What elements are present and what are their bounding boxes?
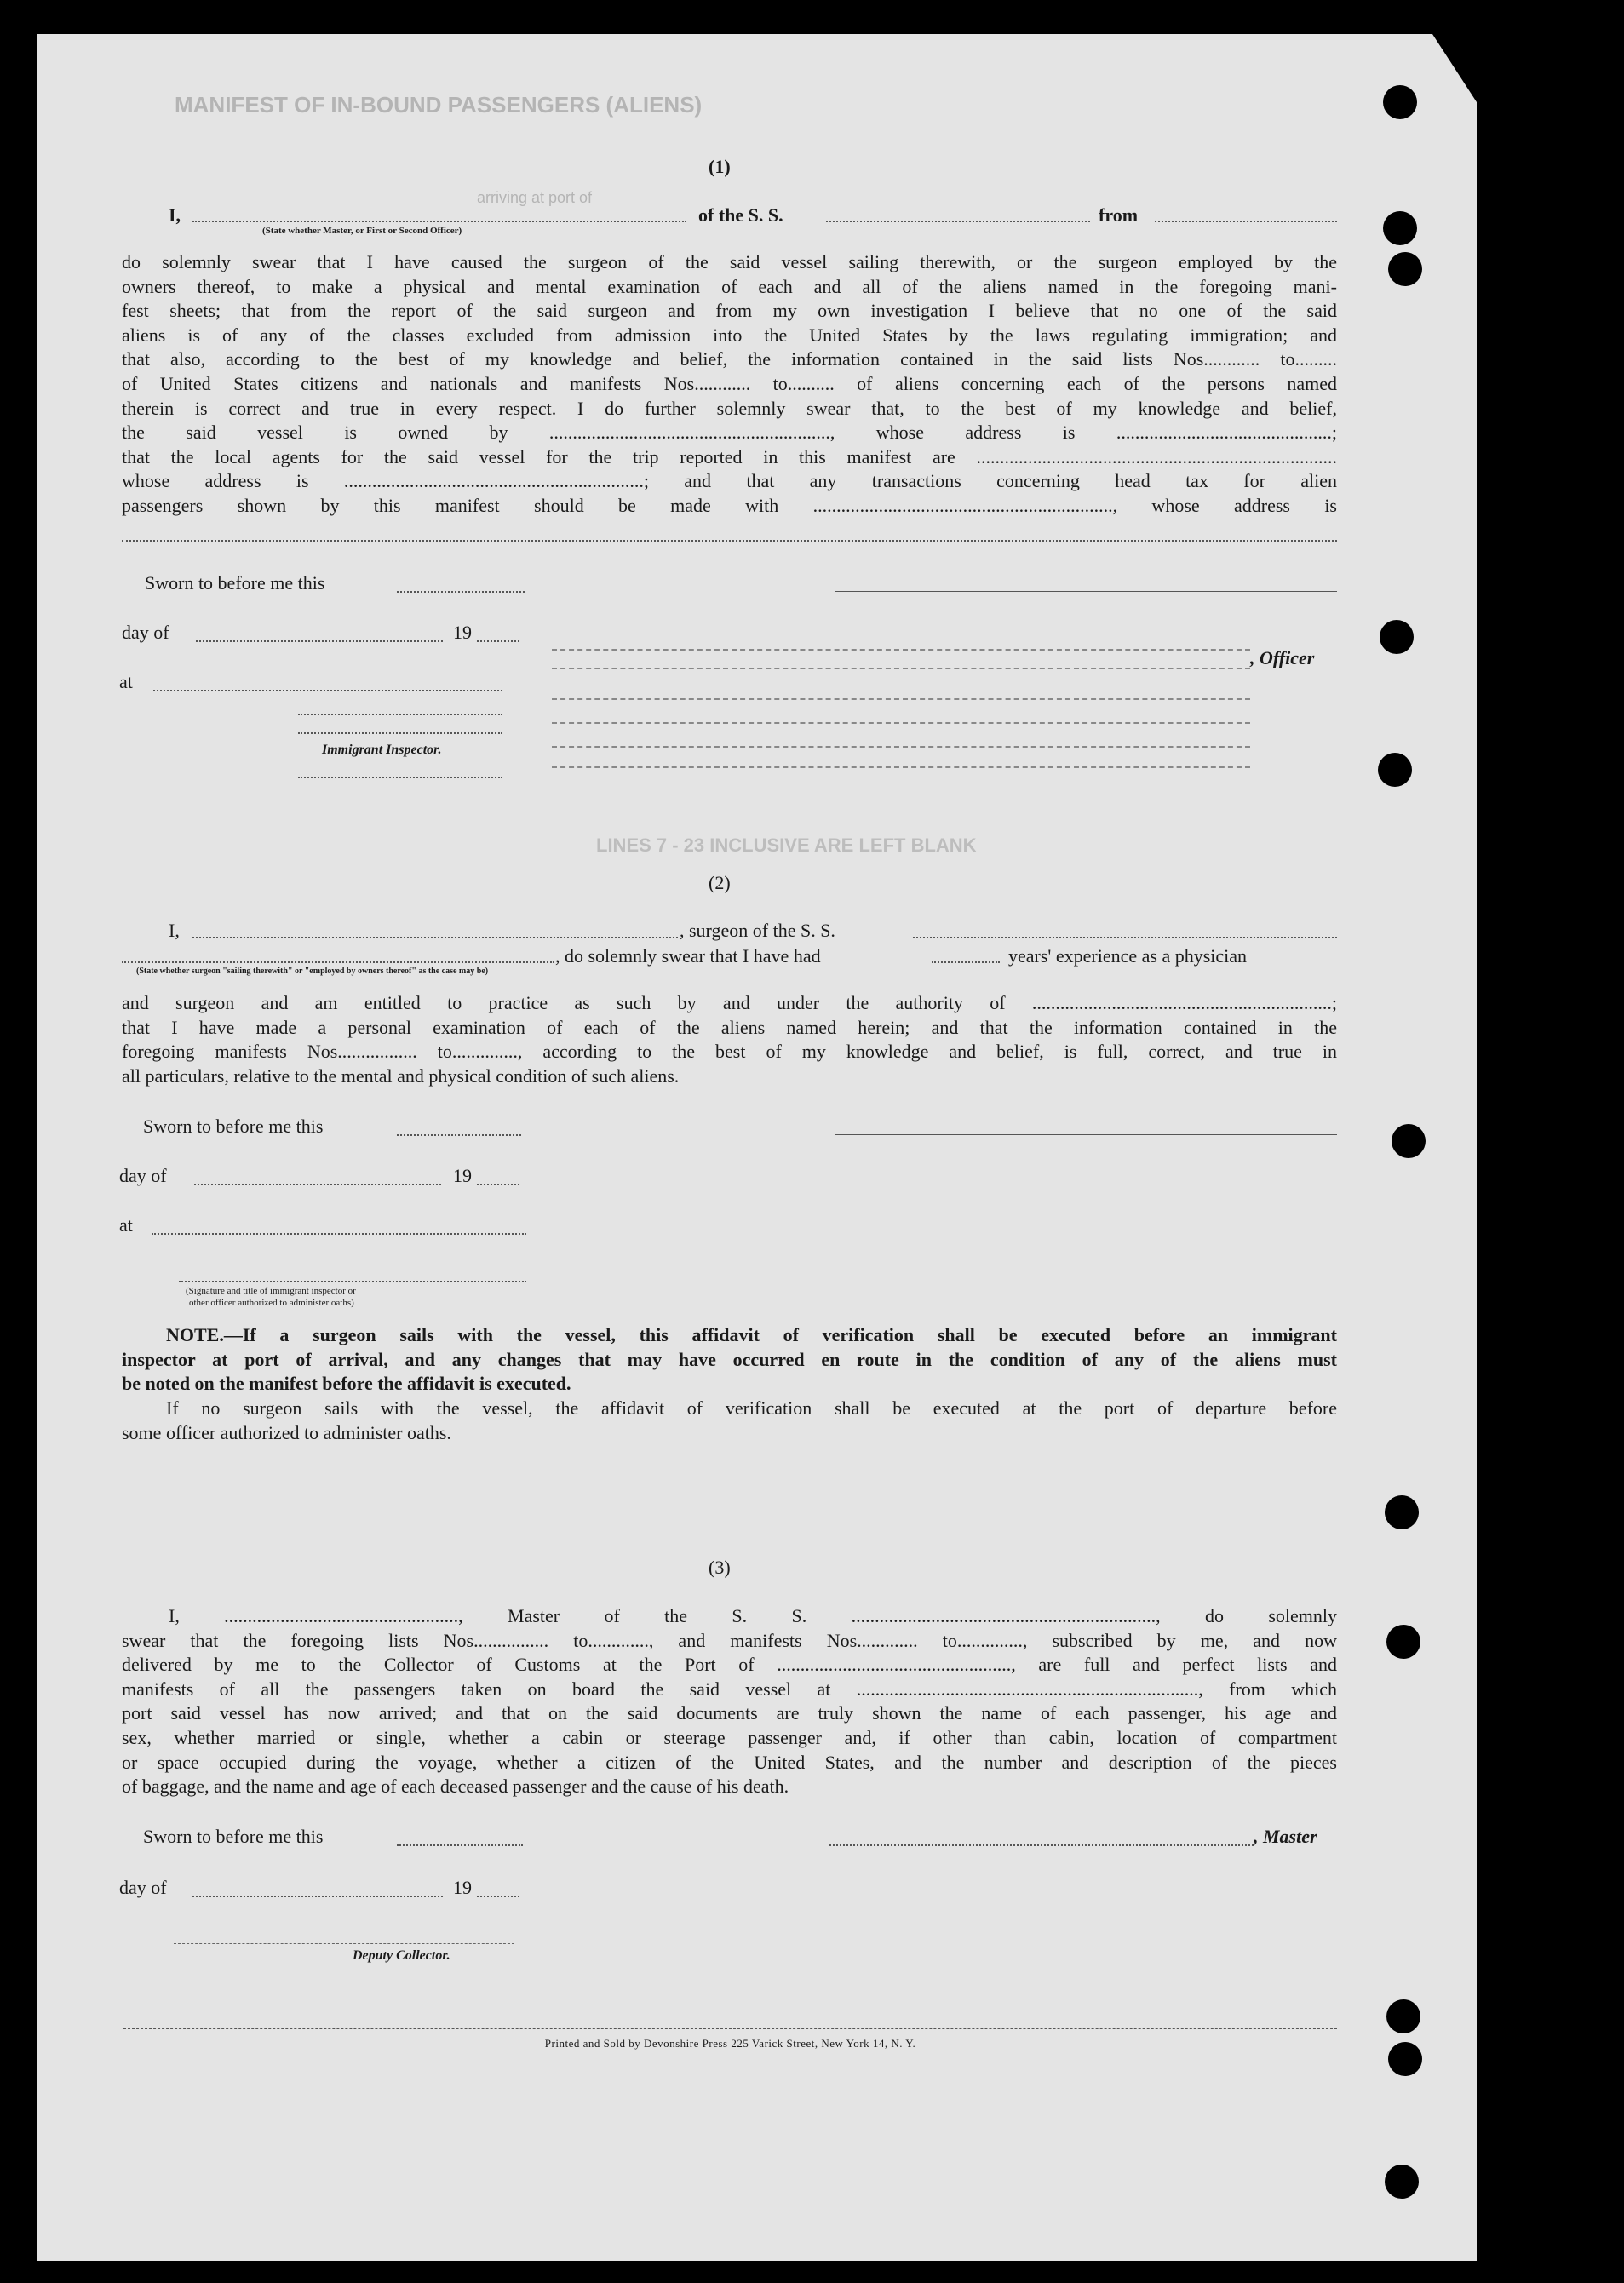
note-master: (State whether Master, or First or Second Officer) xyxy=(262,226,462,236)
sworn-label-2: Sworn to before me this xyxy=(143,1116,324,1137)
sworn-date-field-2[interactable] xyxy=(397,1134,521,1136)
officer-line-1 xyxy=(552,649,1250,651)
inspector-line-b[interactable] xyxy=(298,732,502,734)
year-label-2: 19 xyxy=(453,1165,472,1186)
from-label: from xyxy=(1099,204,1139,226)
deputy-signature-line[interactable] xyxy=(174,1943,514,1944)
officer-signature-line[interactable] xyxy=(835,591,1337,592)
day-field-2[interactable] xyxy=(194,1184,441,1185)
punch-hole xyxy=(1386,1999,1420,2033)
deputy-collector-label: Deputy Collector. xyxy=(353,1948,450,1963)
address-continuation-field[interactable] xyxy=(122,540,1337,542)
punch-hole xyxy=(1388,252,1422,286)
punch-hole xyxy=(1386,1625,1420,1659)
year-field-2[interactable] xyxy=(477,1184,519,1185)
punch-hole xyxy=(1378,753,1412,787)
line-i-2: I, xyxy=(169,920,180,941)
at-label-2: at xyxy=(119,1214,133,1236)
immigrant-inspector-label: Immigrant Inspector. xyxy=(322,743,442,757)
sig-note-1: (Signature and title of immigrant inspector or xyxy=(186,1286,356,1296)
day-field-1[interactable] xyxy=(196,640,443,642)
day-of-label-3: day of xyxy=(119,1877,167,1898)
officer-line-3 xyxy=(552,698,1250,700)
note-surgeon: (State whether surgeon "sailing therewith" or "employed by owners thereof" as the case may be) xyxy=(136,967,489,976)
inspector-line-c[interactable] xyxy=(298,777,502,778)
section-3-number: (3) xyxy=(709,1557,731,1578)
swear-label: , do solemnly swear that I have had xyxy=(555,945,821,967)
year-field-1[interactable] xyxy=(477,640,519,642)
footer-rule xyxy=(123,2028,1337,2029)
surgeon-status-field[interactable] xyxy=(122,961,554,963)
day-of-label-1: day of xyxy=(122,622,169,643)
line-i: I, xyxy=(169,204,181,226)
officer-line-2 xyxy=(552,668,1250,669)
section-2-declaration: and surgeon and am entitled to practice as such by and under the authority of ................................................................; that I have made a personal examination of each of the aliens named herein; and that the information contained in the foregoing manifests Nos................. to.............., according to the best of my knowledge and belief, is full, correct, and true in all particulars, relative to the mental and physical condition of such aliens. xyxy=(122,992,1337,1087)
officer-label: , Officer xyxy=(1250,647,1315,668)
sworn-date-field-3[interactable] xyxy=(397,1844,523,1846)
punch-hole xyxy=(1383,85,1417,119)
day-field-3[interactable] xyxy=(192,1896,443,1897)
years-field[interactable] xyxy=(932,961,1000,963)
surgeon-of-label: , surgeon of the S. S. xyxy=(680,920,835,941)
officer-line-4 xyxy=(552,722,1250,724)
surgeon-name-field[interactable] xyxy=(192,937,678,938)
year-label-1: 19 xyxy=(453,622,472,643)
at-label-1: at xyxy=(119,671,133,692)
at-field-2[interactable] xyxy=(152,1233,526,1235)
bleed-through-subheader: arriving at port of xyxy=(477,189,593,206)
section-1-declaration: do solemnly swear that I have caused the surgeon of the said vessel sailing therewith, or the surgeon employed by the owners thereof, to make a physical and mental examination of each and all of the aliens named in the foregoing mani- fest sheets; that from the report of the said surgeon and from my own investigation I believe that no one of the said aliens is of any of the classes excluded from admission into the United States by the laws regulating immigration; and that also, according to the best of my knowledge and belief, the information contained in the said lists Nos............ to......... of United States citizens and nationals and manifests Nos............ to.......... of aliens concerning each of the persons named therein is correct and true in every respect. I do further solemnly swear that, to the best of my knowledge and belief, the said vessel is owned by ............................................................, whose address is ..............................................; that the local agents for the said vessel for the trip reported in this manifest are ............................................................................. whose address is ................................................................; and that any transactions concerning head tax for alien passengers shown by this manifest should be made with ................................................................, whose address is xyxy=(122,251,1337,516)
punch-hole xyxy=(1383,211,1417,245)
punch-hole xyxy=(1385,2165,1419,2199)
punch-hole xyxy=(1380,620,1414,654)
sworn-label-1: Sworn to before me this xyxy=(145,572,325,594)
printer-footer: Printed and Sold by Devonshire Press 225 Varick Street, New York 14, N. Y. xyxy=(544,2037,916,2050)
section-3-declaration: I, .................................................., Master of the S. S. ................................................................., do solemnly swear that the foregoing lists Nos................ to............., and manifests Nos............. to.............., subscribed by me, and now delivered by me to the Collector of Customs at the Port of .................................................., are full and perfect lists and manifests of all the passengers taken on board the said vessel at ........................................................................., from which port said vessel has now arrived; and that on the said documents are truly shown the name of each passenger, his age and sex, whether married or single, whether a cabin or steerage passenger and, if other than cabin, location of compartment or space occupied during the voyage, whether a citizen of the United States, and the number and description of the pieces of baggage, and the name and age of each deceased passenger and the cause of his death. xyxy=(122,1605,1337,1798)
sworn-date-field-1[interactable] xyxy=(397,591,525,593)
surgeon-note: NOTE.—If a surgeon sails with the vessel, this affidavit of verification shall be executed before an immigrant inspector at port of arrival, and any changes that may have occurred en route in the condition of any of the aliens must be noted on the manifest before the affidavit is executed. xyxy=(122,1324,1337,1395)
at-field-1[interactable] xyxy=(153,690,502,691)
year-label-3: 19 xyxy=(453,1877,472,1898)
surgeon-vessel-field[interactable] xyxy=(913,937,1337,938)
bleed-through-header: MANIFEST OF IN-BOUND PASSENGERS (ALIENS) xyxy=(175,92,703,118)
from-port-field[interactable] xyxy=(1155,221,1337,222)
surgeon-signature-line[interactable] xyxy=(835,1134,1337,1135)
master-signature-line[interactable] xyxy=(829,1844,1254,1846)
officer-line-6 xyxy=(552,766,1250,768)
day-of-label-2: day of xyxy=(119,1165,167,1186)
no-surgeon-note: If no surgeon sails with the vessel, the affidavit of verification shall be executed at the port of departure before some officer authorized to administer oaths. xyxy=(122,1397,1337,1443)
vessel-name-field[interactable] xyxy=(826,221,1090,222)
of-the-ss-label: of the S. S. xyxy=(698,204,783,226)
officer-line-5 xyxy=(552,746,1250,748)
section-1-number: (1) xyxy=(709,156,731,177)
section-2-number: (2) xyxy=(709,872,731,893)
sworn-label-3: Sworn to before me this xyxy=(143,1826,324,1847)
sig-note-2: other officer authorized to administer oaths) xyxy=(189,1298,354,1308)
blank-lines-stamp: LINES 7 - 23 INCLUSIVE ARE LEFT BLANK xyxy=(596,835,977,856)
inspector-signature-line[interactable] xyxy=(179,1281,526,1282)
master-field[interactable] xyxy=(192,221,686,222)
years-label: years' experience as a physician xyxy=(1008,945,1248,967)
punch-hole xyxy=(1385,1495,1419,1529)
master-label: , Master xyxy=(1254,1826,1317,1847)
inspector-line-a[interactable] xyxy=(298,714,502,715)
year-field-3[interactable] xyxy=(477,1896,519,1897)
punch-hole xyxy=(1392,1124,1426,1158)
